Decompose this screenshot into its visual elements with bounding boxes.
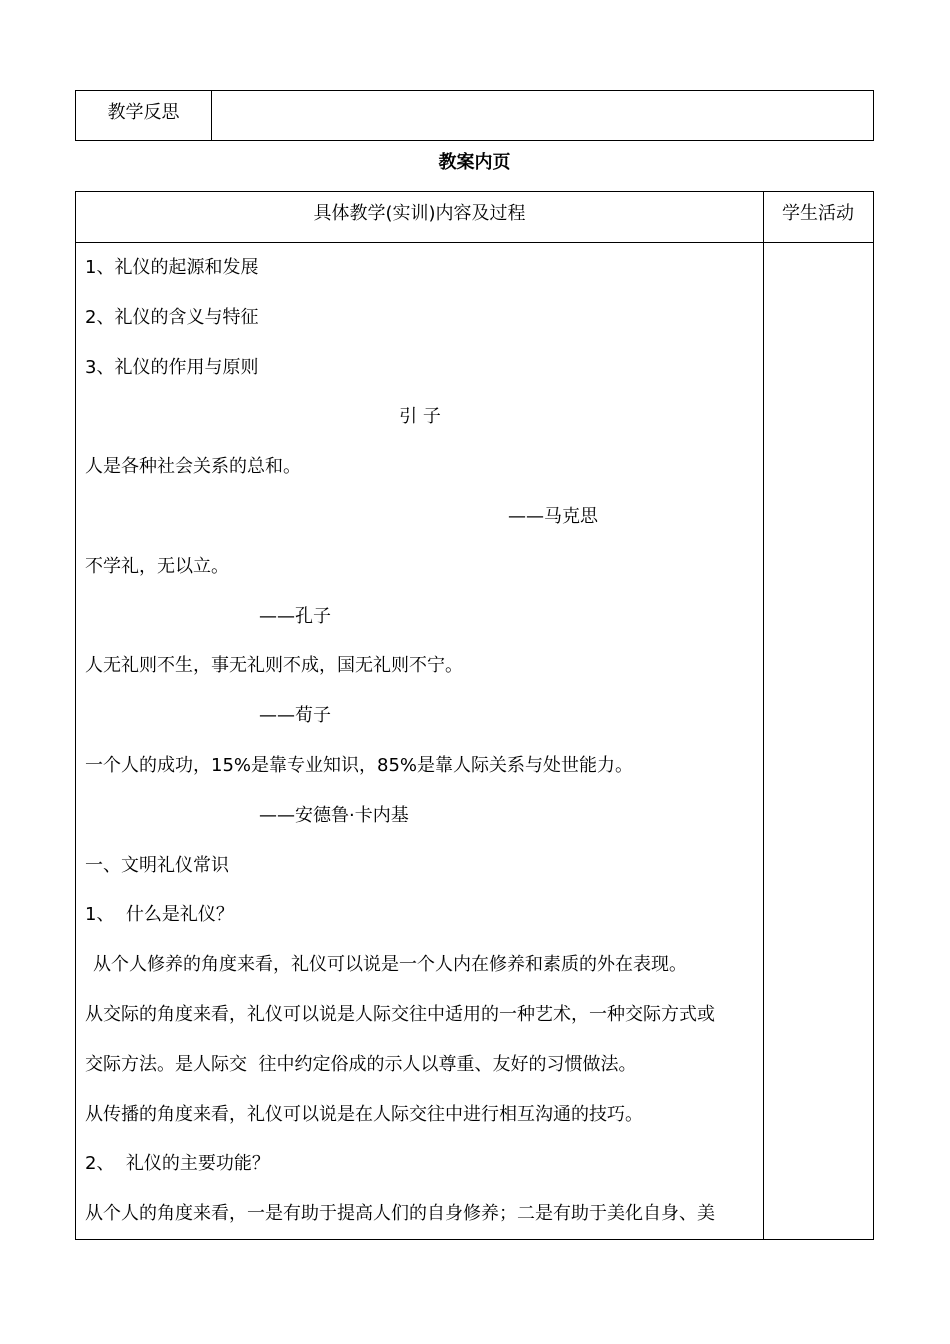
quote-author: ——马克思 [508,505,598,527]
quote-text: 人是各种社会关系的总和。 [85,456,301,478]
outline-item: 2、礼仪的含义与特征 [85,306,259,328]
content-column-header: 具体教学(实训)内容及过程 [313,203,526,224]
section-title: 引 子 [399,406,441,428]
outline-item: 1、礼仪的起源和发展 [85,257,259,278]
quote-author: ——荀子 [259,705,331,727]
paragraph-line: 交际方法。是人际交 往中约定俗成的示人以尊重、友好的习惯做法。 [85,1053,637,1075]
quote-text: 人无礼则不生，事无礼则不成，国无礼则不宁。 [85,655,463,677]
paragraph-line: 从个人修养的角度来看，礼仪可以说是一个人内在修养和素质的外在表现。 [93,954,687,976]
question-heading: 1、 什么是礼仪？ [85,904,234,926]
table-header-row [76,192,873,243]
teaching-reflection-value [212,91,873,140]
question-heading: 2、 礼仪的主要功能？ [85,1153,270,1175]
quote-text: 不学礼，无以立。 [85,555,229,577]
page-title: 教案内页 [438,152,511,173]
lesson-content-cell [85,243,755,1239]
student-activity-cell [764,243,873,1239]
paragraph-line: 从个人的角度来看，一是有助于提高人们的自身修养；二是有助于美化自身、美 [85,1203,715,1225]
student-activity-column-header: 学生活动 [782,203,854,224]
teaching-reflection-table [75,90,874,141]
teaching-reflection-label: 教学反思 [76,91,212,140]
quote-author: ——孔子 [259,605,331,627]
lesson-content-table [75,191,874,1240]
outline-item: 3、礼仪的作用与原则 [85,356,259,378]
paragraph-line: 从传播的角度来看，礼仪可以说是在人际交往中进行相互沟通的技巧。 [85,1103,643,1125]
quote-text: 一个人的成功，15%是靠专业知识，85%是靠人际关系与处世能力。 [85,754,634,776]
section-heading: 一、文明礼仪常识 [85,854,229,876]
quote-author: ——安德鲁·卡内基 [259,804,409,826]
paragraph-line: 从交际的角度来看，礼仪可以说是人际交往中适用的一种艺术，一种交际方式或 [85,1003,715,1025]
